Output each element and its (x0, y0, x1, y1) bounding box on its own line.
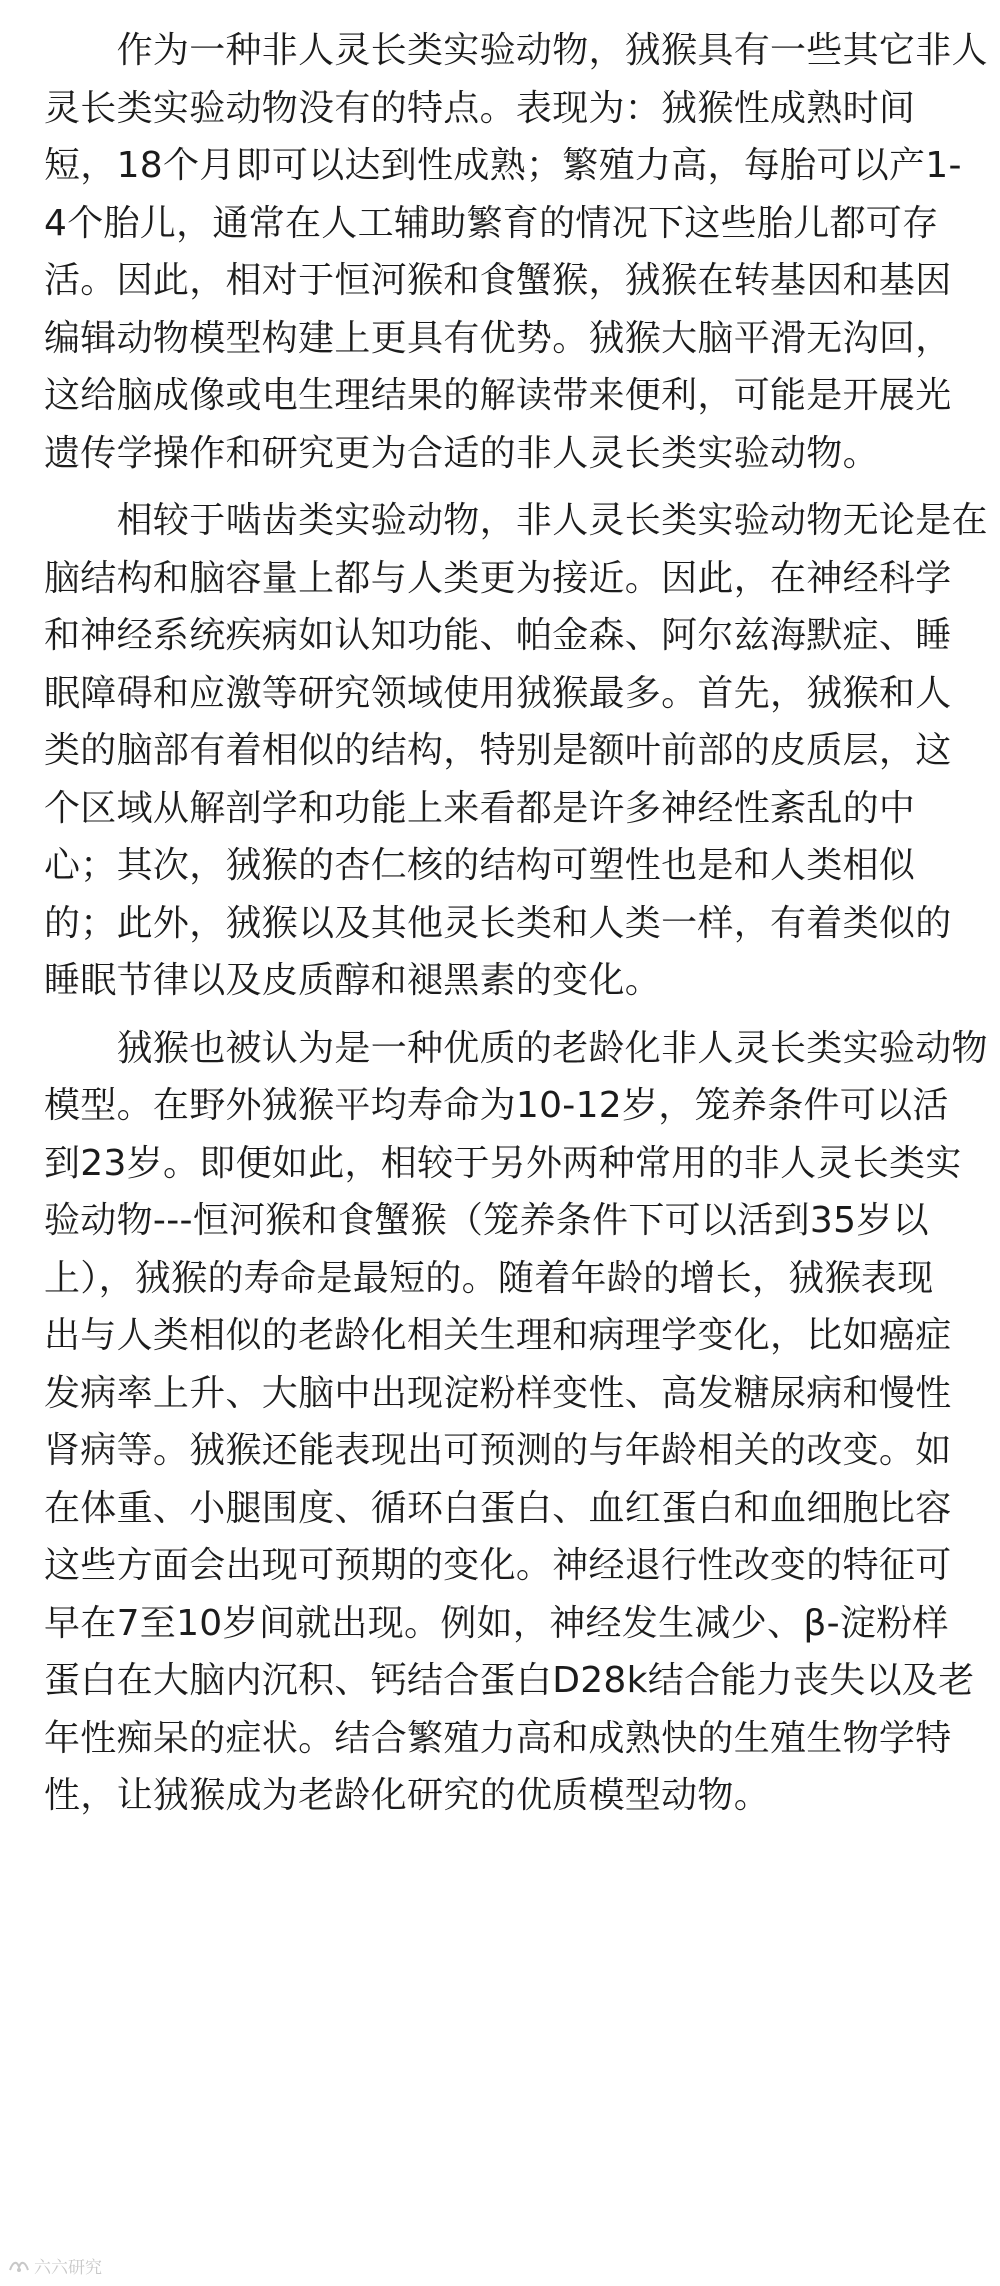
text-line: 上），狨猴的寿命是最短的。随着年龄的增长，狨猴表现 (44, 1257, 934, 1299)
paragraph-1 (44, 22, 988, 482)
text-line: 脑结构和脑容量上都与人类更为接近。因此，在神经科学 (44, 557, 952, 599)
text-line: 遗传学操作和研究更为合适的非人灵长类实验动物。 (44, 432, 879, 474)
watermark-text: 六六研究 (34, 2258, 102, 2278)
text-line: 模型。在野外狨猴平均寿命为10-12岁，笼养条件可以活 (44, 1085, 949, 1126)
text-line: 早在7至10岁间就出现。例如，神经发生减少、β-淀粉样 (44, 1602, 949, 1644)
text-line: 年性痴呆的症状。结合繁殖力高和成熟快的生殖生物学特 (44, 1717, 952, 1759)
text-line: 和神经系统疾病如认知功能、帕金森、阿尔兹海默症、睡 (44, 615, 952, 656)
text-line: 眠障碍和应激等研究领域使用狨猴最多。首先，狨猴和人 (44, 672, 952, 714)
paragraph-2 (44, 492, 988, 1010)
text-line: 到23岁。即便如此，相较于另外两种常用的非人灵长类实 (44, 1142, 962, 1184)
text-line: 肾病等。狨猴还能表现出可预测的与年龄相关的改变。如 (44, 1430, 952, 1471)
text-line: 出与人类相似的老龄化相关生理和病理学变化，比如癌症 (44, 1315, 952, 1356)
text-line: 睡眠节律以及皮质醇和褪黑素的变化。 (44, 960, 662, 1001)
text-line: 在体重、小腿围度、循环白蛋白、血红蛋白和血细胞比容 (44, 1487, 952, 1529)
text-line: 个区域从解剖学和功能上来看都是许多神经性紊乱的中 (44, 787, 916, 829)
text-line: 灵长类实验动物没有的特点。表现为：狨猴性成熟时间 (44, 87, 916, 129)
text-line: 短，18个月即可以达到性成熟；繁殖力高，每胎可以产1- (44, 145, 962, 186)
text-line: 的；此外，狨猴以及其他灵长类和人类一样，有着类似的 (44, 902, 952, 944)
text-line: 发病率上升、大脑中出现淀粉样变性、高发糖尿病和慢性 (44, 1372, 952, 1414)
text-line: 作为一种非人灵长类实验动物，狨猴具有一些其它非人 (44, 30, 988, 71)
text-line: 这给脑成像或电生理结果的解读带来便利，可能是开展光 (44, 375, 952, 416)
text-line: 类的脑部有着相似的结构，特别是额叶前部的皮质层，这 (44, 730, 952, 771)
text-line: 狨猴也被认为是一种优质的老龄化非人灵长类实验动物 (44, 1027, 988, 1069)
article-body (44, 22, 988, 1825)
watermark (8, 2253, 102, 2278)
text-line: 蛋白在大脑内沉积、钙结合蛋白D28k结合能力丧失以及老 (44, 1660, 975, 1701)
text-line: 性，让狨猴成为老龄化研究的优质模型动物。 (44, 1775, 771, 1816)
brand-logo-icon (8, 2258, 30, 2274)
text-line: 相较于啮齿类实验动物，非人灵长类实验动物无论是在 (44, 500, 988, 541)
paragraph-3 (44, 1020, 988, 1825)
text-line: 心；其次，狨猴的杏仁核的结构可塑性也是和人类相似 (44, 845, 916, 886)
text-line: 编辑动物模型构建上更具有优势。狨猴大脑平滑无沟回， (44, 317, 952, 359)
text-line: 这些方面会出现可预期的变化。神经退行性改变的特征可 (44, 1545, 952, 1586)
text-line: 4个胎儿，通常在人工辅助繁育的情况下这些胎儿都可存 (44, 202, 939, 244)
text-line: 验动物---恒河猴和食蟹猴（笼养条件下可以活到35岁以 (44, 1200, 929, 1241)
text-line: 活。因此，相对于恒河猴和食蟹猴，狨猴在转基因和基因 (44, 260, 952, 301)
